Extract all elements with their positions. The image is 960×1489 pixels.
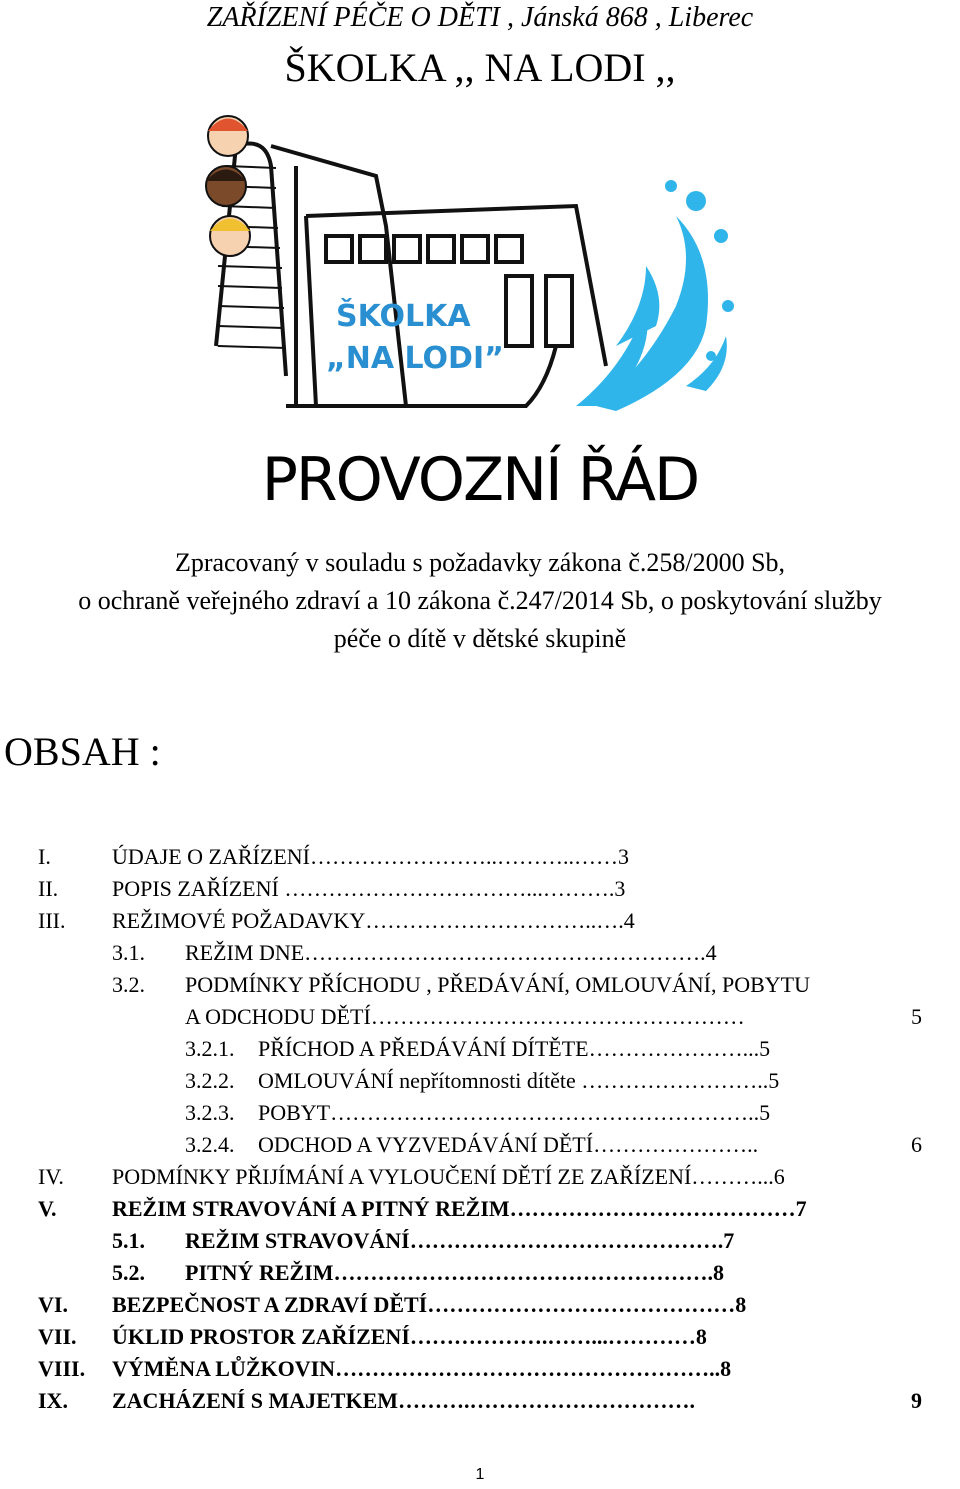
toc-item[interactable]: III. REŽIMOVÉ POŽADAVKY…………………………..….4	[38, 908, 635, 933]
toc-item[interactable]: I. ÚDAJE O ZAŘÍZENÍ……………………..………..……3	[38, 844, 629, 869]
toc-item[interactable]: 3.2.4. ODCHOD A VYZVEDÁVÁNÍ DĚTÍ………………….. 6	[185, 1132, 922, 1157]
subtitle-line-3: péče o dítě v dětské skupině	[333, 624, 627, 653]
toc-item[interactable]: 5.1. REŽIM STRAVOVÁNÍ…………………………………….7	[112, 1228, 735, 1253]
toc-item[interactable]: 3.2.1. PŘÍCHOD A PŘEDÁVÁNÍ DÍTĚTE…………………...5	[185, 1036, 771, 1061]
toc-item[interactable]: 3.2. PODMÍNKY PŘÍCHODU , PŘEDÁVÁNÍ, OMLOUVÁNÍ, POBYTU	[112, 972, 810, 997]
school-name: ŠKOLKA ,, NA LODI ,,	[284, 45, 676, 90]
school-logo	[176, 106, 736, 436]
toc-item[interactable]: 5.2. PITNÝ REŽIM…………………………………………….8	[112, 1260, 725, 1285]
toc-item[interactable]: VII. ÚKLID PROSTOR ZAŘÍZENÍ……………….……...…………8	[38, 1324, 707, 1349]
subtitle-line-1: Zpracovaný v souladu s požadavky zákona č.258/2000 Sb,	[174, 548, 786, 577]
logo-text-line1: ŠKOLKA	[336, 299, 471, 334]
toc-item[interactable]: VI. BEZPEČNOST A ZDRAVÍ DĚTÍ……………………………………8	[38, 1292, 747, 1317]
toc-item[interactable]: IV. PODMÍNKY PŘIJÍMÁNÍ A VYLOUČENÍ DĚTÍ ZE ZAŘÍZENÍ………...6	[38, 1164, 785, 1189]
contents-heading: OBSAH :	[4, 729, 161, 774]
page-number: 1	[475, 1466, 485, 1483]
toc-item[interactable]: 3.1. REŽIM DNE……………………………………………….4	[112, 940, 717, 965]
toc-item[interactable]: V. REŽIM STRAVOVÁNÍ A PITNÝ REŽIM…………………………………7	[38, 1196, 807, 1221]
toc-item[interactable]: VIII. VÝMĚNA LŮŽKOVIN……………………………………………..8	[38, 1356, 732, 1381]
subtitle-line-2: o ochraně veřejného zdraví a 10 zákona č.247/2014 Sb, o poskytování služby	[78, 586, 882, 615]
toc-item[interactable]: II. POPIS ZAŘÍZENÍ ……………………………...……….3	[38, 876, 626, 901]
logo-text-line2: „NA LODI”	[326, 341, 504, 376]
toc-item[interactable]: 3.2.2. OMLOUVÁNÍ nepřítomnosti dítěte ……………………..5	[185, 1068, 780, 1093]
toc-item[interactable]: A ODCHODU DĚTÍ…………………………………………… 5	[185, 1004, 922, 1029]
facility-header: ZAŘÍZENÍ PÉČE O DĚTI , Jánská 868 , Liberec	[206, 2, 754, 33]
document-title: PROVOZNÍ ŘÁD	[261, 445, 699, 515]
toc-item[interactable]: IX. ZACHÁZENÍ S MAJETKEM……….…………………………. 9	[38, 1388, 922, 1413]
toc-item[interactable]: 3.2.3. POBYT…………………………………………………..5	[185, 1100, 771, 1125]
